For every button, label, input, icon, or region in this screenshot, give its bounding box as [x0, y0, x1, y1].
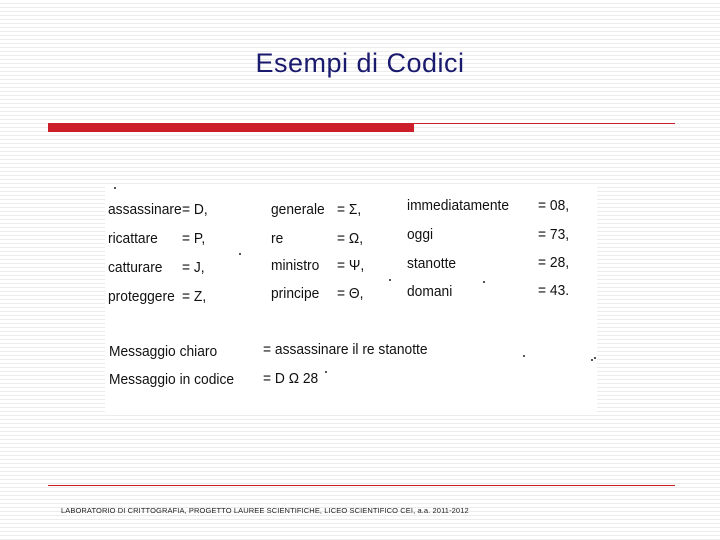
codebook-word: stanotte	[407, 255, 457, 272]
plain-message-value: = assassinare il re stanotte	[263, 341, 428, 358]
title-underline-bar	[48, 123, 414, 132]
plain-message-label: Messaggio chiaro	[109, 343, 218, 360]
scan-speck	[591, 359, 593, 361]
codebook-word: ministro	[271, 257, 320, 274]
codebook-word: ricattare	[108, 230, 158, 247]
codebook-code: = 08,	[538, 197, 570, 214]
scan-speck	[523, 355, 525, 357]
codebook-word: proteggere	[108, 288, 175, 305]
codebook-code: = Σ,	[337, 201, 362, 218]
footer-rule	[48, 485, 675, 486]
scan-speck	[594, 357, 596, 359]
codebook-word: generale	[271, 201, 325, 218]
codebook-image	[105, 185, 597, 415]
codebook-word: catturare	[108, 259, 163, 276]
codebook-code: = D,	[182, 201, 208, 218]
scan-speck	[114, 187, 116, 189]
slide-title: Esempi di Codici	[255, 48, 465, 78]
codebook-code: = P,	[182, 230, 206, 247]
codebook-code: = J,	[182, 259, 205, 276]
codebook-word: domani	[407, 283, 453, 300]
slide-footer: LABORATORIO DI CRITTOGRAFIA, PROGETTO LAUREE SCIENTIFICHE, LICEO SCIENTIFICO CEI, a.a. 2011-2012	[61, 506, 469, 515]
title-underline-rule	[414, 123, 675, 124]
codebook-word: principe	[271, 285, 320, 302]
codebook-word: re	[271, 230, 284, 247]
coded-message-label: Messaggio in codice	[109, 371, 235, 388]
coded-message-value: = D Ω 28	[263, 370, 319, 387]
scan-speck	[239, 253, 241, 255]
scan-speck	[389, 279, 391, 281]
codebook-code: = Ψ,	[337, 257, 365, 274]
scan-speck	[483, 281, 485, 283]
codebook-code: = 43.	[538, 282, 570, 299]
codebook-word: immediatamente	[407, 197, 510, 214]
codebook-code: = Θ,	[337, 285, 364, 302]
codebook-code: = 73,	[538, 226, 570, 243]
codebook-word: assassinare	[108, 201, 182, 218]
codebook-code: = Ω,	[337, 230, 364, 247]
codebook-word: oggi	[407, 226, 434, 243]
codebook-code: = Z,	[182, 288, 207, 305]
codebook-code: = 28,	[538, 254, 570, 271]
scan-speck	[325, 371, 327, 373]
